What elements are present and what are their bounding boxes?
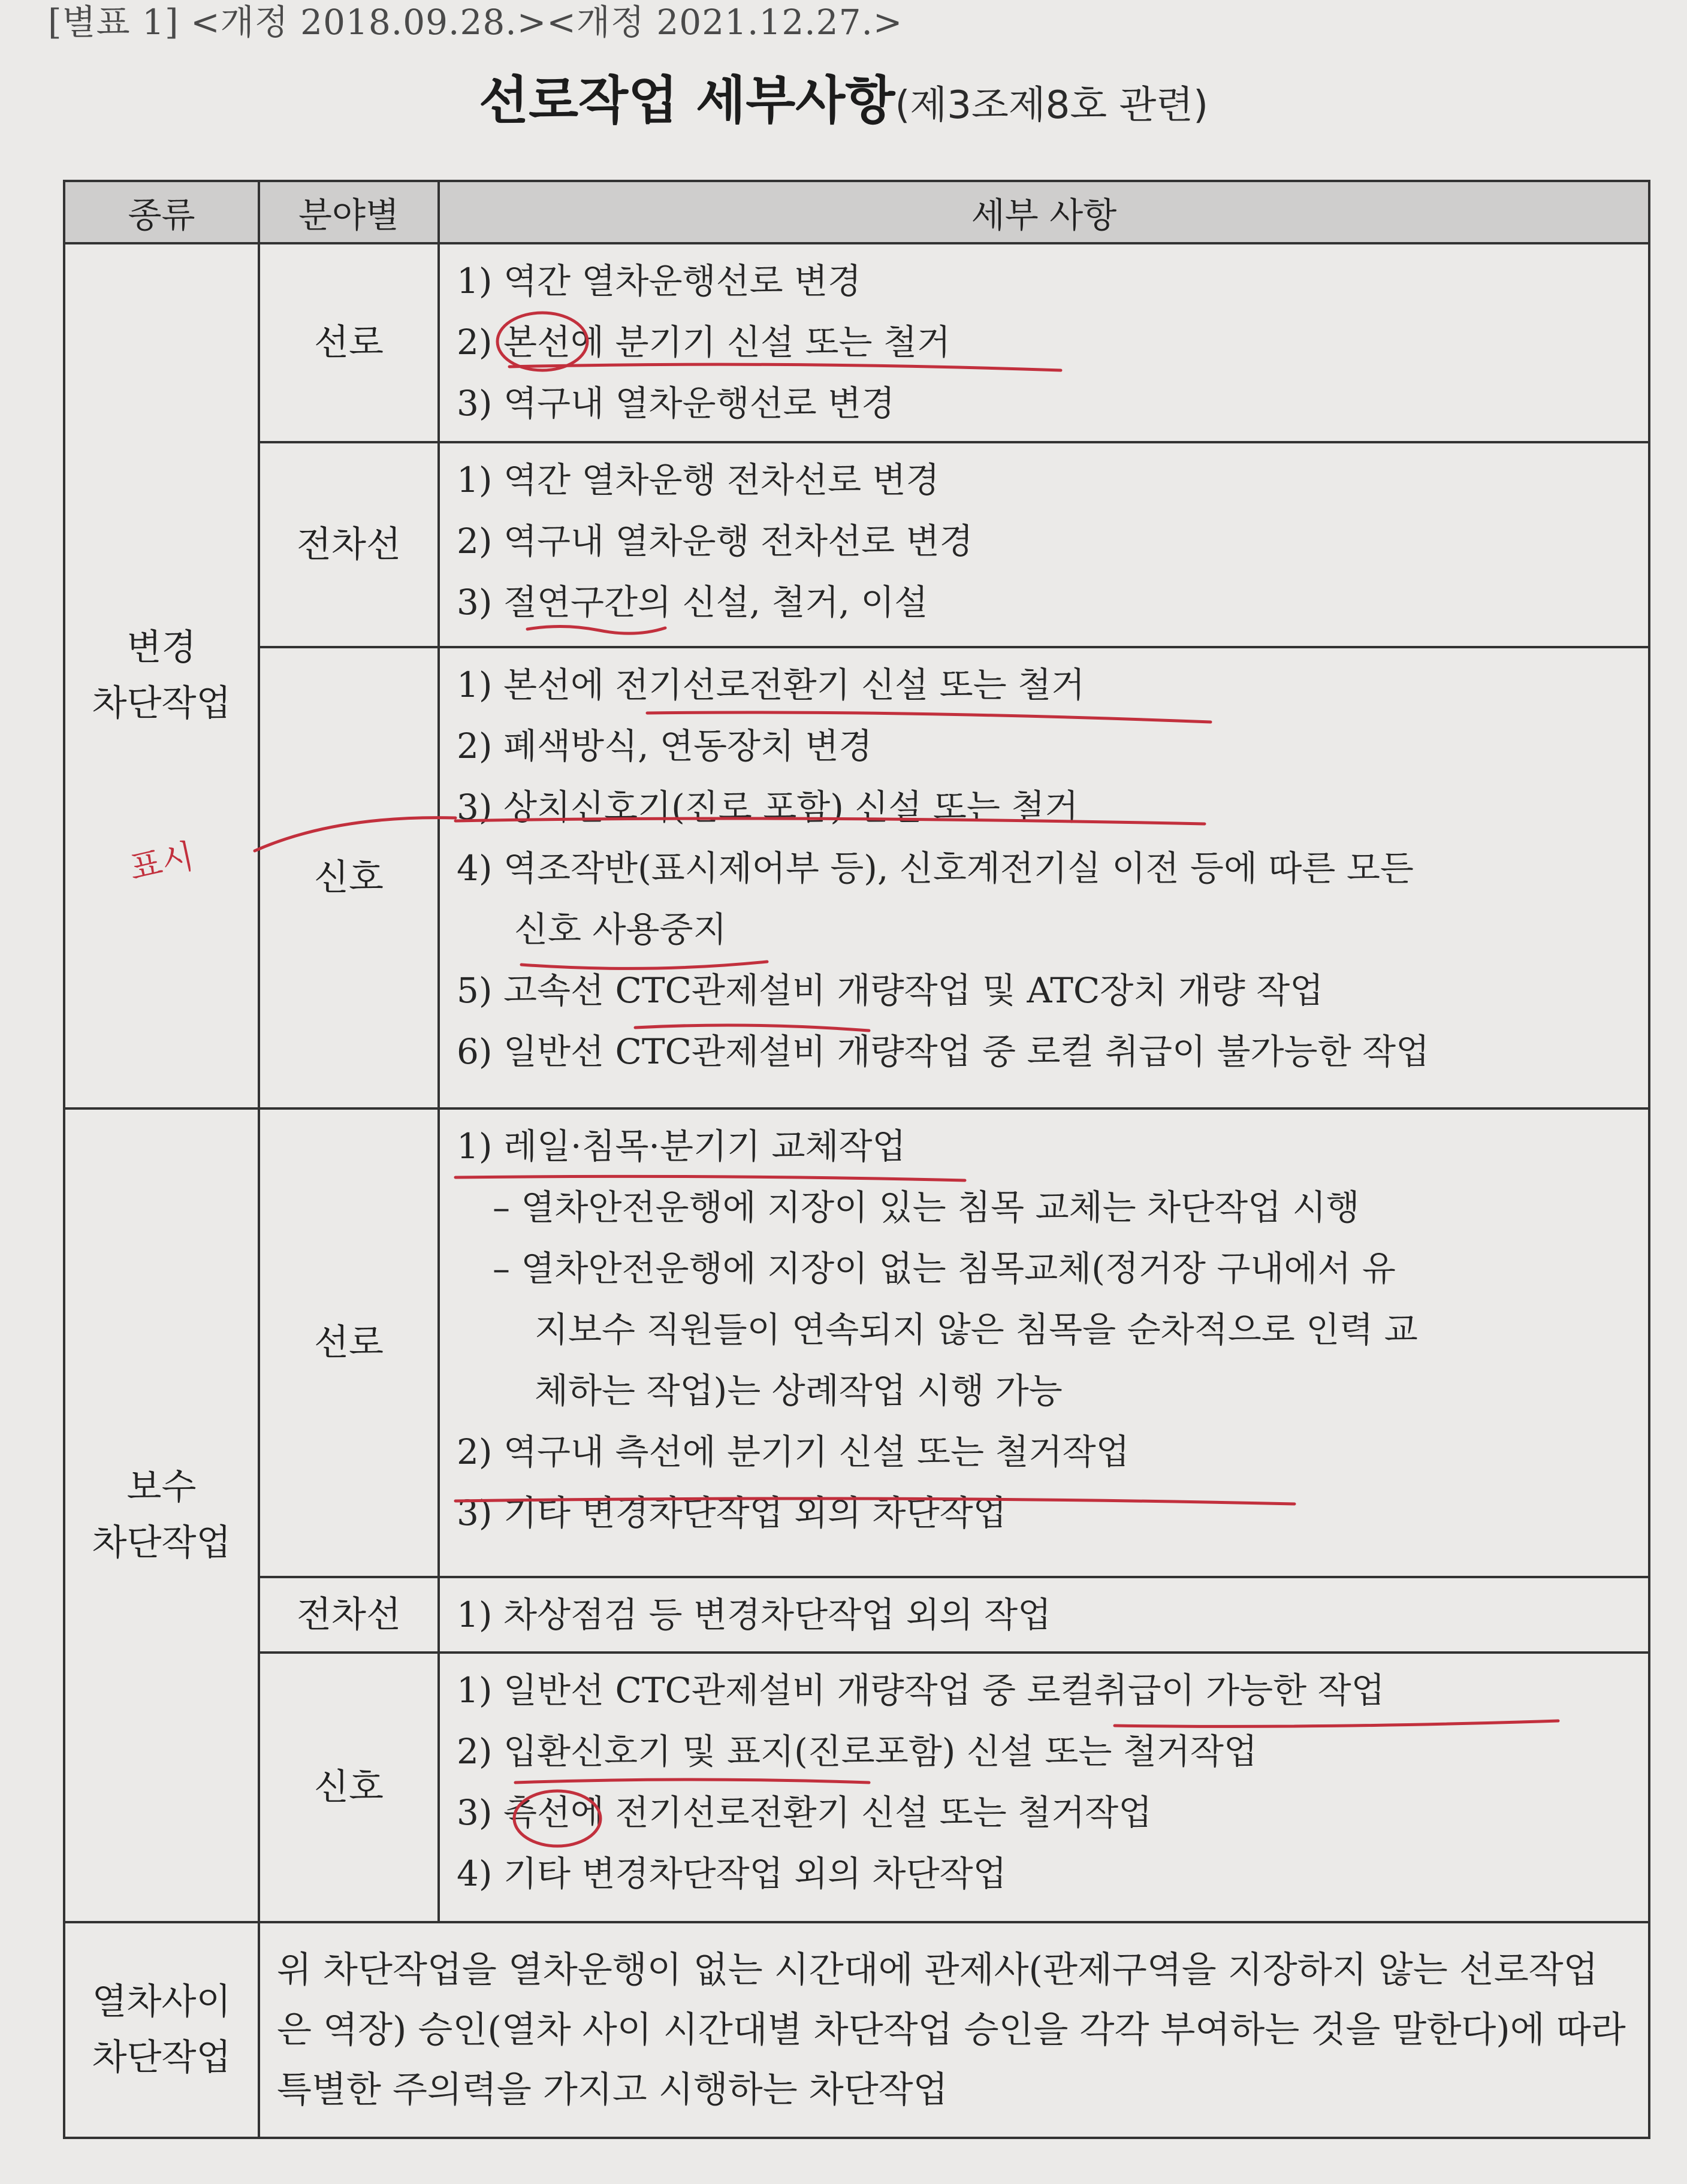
category-cell xyxy=(64,243,259,1108)
category-label: 변경 차단작업 xyxy=(92,627,231,724)
field-cell xyxy=(259,1577,439,1653)
detail-line: 3) 기타 변경차단작업 외의 차단작업 xyxy=(457,1493,1007,1533)
table-row xyxy=(64,1922,1649,2138)
detail-line: 지보수 직원들이 연속되지 않은 침목을 순차적으로 인력 교 xyxy=(535,1309,1418,1350)
field-label: 신호 xyxy=(314,856,384,899)
field-label: 선로 xyxy=(314,1321,384,1364)
table-row xyxy=(64,1653,1649,1922)
detail-cell: 위 차단작업을 열차운행이 없는 시간대에 관제사(관제구역을 지장하지 않는 선로작업은 역장) 승인(열차 사이 시간대별 차단작업 승인을 각각 부여하는 것을 말한다)에 따라 특별한 주의력을 가지고 시행하는 차단작업 xyxy=(259,1922,1649,2138)
detail-cell xyxy=(439,1108,1649,1577)
field-cell xyxy=(259,647,439,1108)
detail-line: 3) 절연구간의 신설, 철거, 이설 xyxy=(457,582,928,623)
detail-line: 4) 역조작반(표시제어부 등), 신호계전기실 이전 등에 따른 모든 xyxy=(457,848,1414,889)
detail-line: 2) 폐색방식, 연동장치 변경 xyxy=(457,726,873,766)
detail-line: 2) 역구내 측선에 분기기 신설 또는 철거작업 xyxy=(457,1431,1130,1472)
detail-line: 1) 레일·침목·분기기 교체작업 xyxy=(457,1126,906,1167)
detail-line: 2) 입환신호기 및 표지(진로포함) 신설 또는 철거작업 xyxy=(457,1731,1257,1772)
field-cell xyxy=(259,1108,439,1577)
table-row xyxy=(64,243,1649,442)
table-row xyxy=(64,442,1649,647)
table-header-row xyxy=(64,181,1649,243)
detail-line: 2) 역구내 열차운행 전차선로 변경 xyxy=(457,521,973,561)
detail-line: 4) 기타 변경차단작업 외의 차단작업 xyxy=(457,1853,1007,1894)
detail-line: 3) 역구내 열차운행선로 변경 xyxy=(457,383,895,424)
detail-line: 1) 일반선 CTC관제설비 개량작업 중 로컬취급이 가능한 작업 xyxy=(457,1670,1385,1711)
work-details-table xyxy=(63,180,1650,2139)
detail-line: 1) 본선에 전기선로전환기 신설 또는 철거 xyxy=(457,664,1085,705)
title-main: 선로작업 세부사항 xyxy=(478,71,895,131)
header-field: 분야별 xyxy=(259,181,439,243)
detail-line: 1) 역간 열차운행선로 변경 xyxy=(457,261,862,301)
table-row xyxy=(64,647,1649,1108)
detail-line: – 열차안전운행에 지장이 없는 침목교체(정거장 구내에서 유 xyxy=(493,1248,1396,1289)
field-label: 전차선 xyxy=(297,1593,401,1636)
field-label: 신호 xyxy=(314,1766,384,1808)
detail-cell xyxy=(439,1577,1649,1653)
page-title xyxy=(0,59,1687,133)
field-label: 전차선 xyxy=(297,523,401,566)
title-sub: (제3조제8호 관련) xyxy=(895,83,1209,128)
detail-cell xyxy=(439,442,1649,647)
category-label: 열차사이 차단작업 xyxy=(92,1981,231,2079)
detail-line: 2) 본선에 분기기 신설 또는 철거 xyxy=(457,322,951,363)
header-details: 세부 사항 xyxy=(439,181,1649,243)
detail-line: 5) 고속선 CTC관제설비 개량작업 및 ATC장치 개량 작업 xyxy=(457,970,1324,1011)
header-type: 종류 xyxy=(64,181,259,243)
detail-line: 신호 사용중지 xyxy=(514,909,727,950)
table-row xyxy=(64,1577,1649,1653)
category-label: 보수 차단작업 xyxy=(92,1466,231,1564)
detail-line: – 열차안전운행에 지장이 있는 침목 교체는 차단작업 시행 xyxy=(493,1187,1360,1228)
field-cell xyxy=(259,243,439,442)
header-note: [별표 1] <개정 2018.09.28.><개정 2021.12.27.> xyxy=(48,2,903,43)
detail-line: 3) 측선에 전기선로전환기 신설 또는 철거작업 xyxy=(457,1792,1152,1833)
detail-cell xyxy=(439,1653,1649,1922)
field-cell xyxy=(259,442,439,647)
handwritten-note: 표시 xyxy=(126,836,198,889)
table-row xyxy=(64,1108,1649,1577)
detail-line: 1) 역간 열차운행 전차선로 변경 xyxy=(457,460,940,500)
detail-line: 체하는 작업)는 상례작업 시행 가능 xyxy=(535,1370,1063,1411)
detail-cell xyxy=(439,647,1649,1108)
field-label: 선로 xyxy=(314,321,384,364)
detail-line: 6) 일반선 CTC관제설비 개량작업 중 로컬 취급이 불가능한 작업 xyxy=(457,1031,1430,1072)
category-cell xyxy=(64,1922,259,2138)
detail-cell xyxy=(439,243,1649,442)
field-cell xyxy=(259,1653,439,1922)
detail-line: 3) 상치신호기(진로 포함) 신설 또는 철거 xyxy=(457,787,1079,827)
detail-line: 1) 차상점검 등 변경차단작업 외의 작업 xyxy=(457,1594,1052,1635)
category-cell xyxy=(64,1108,259,1922)
